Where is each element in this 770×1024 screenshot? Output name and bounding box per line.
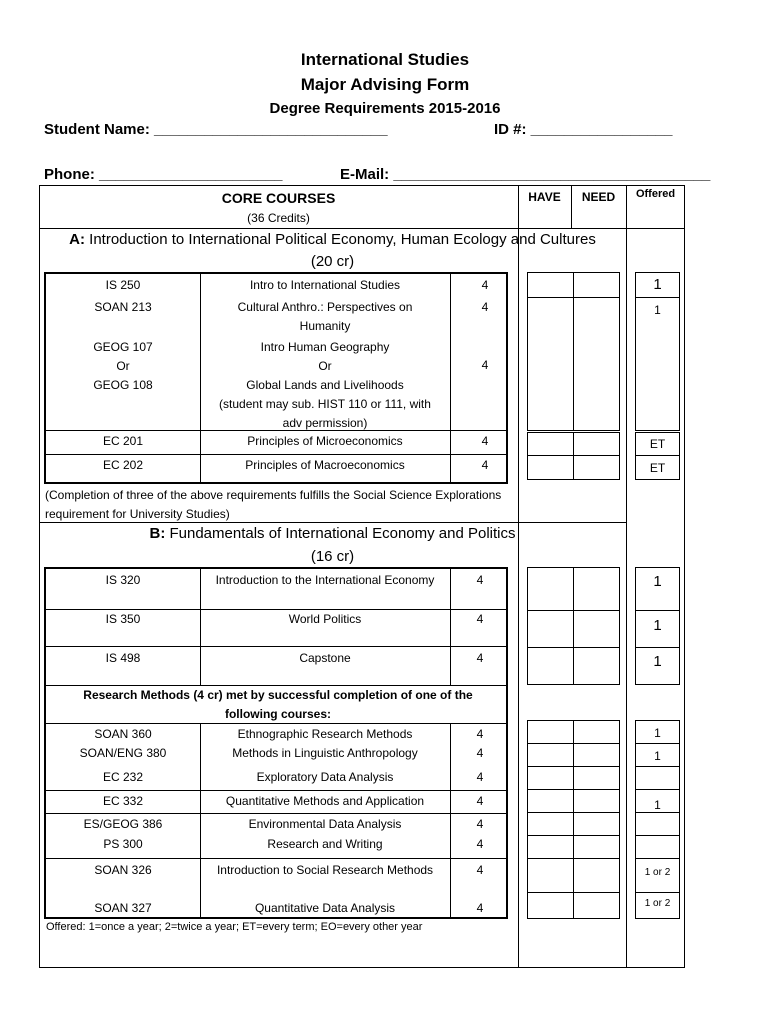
section-a-label: A: <box>69 231 85 248</box>
have-checkbox[interactable] <box>527 610 574 648</box>
have-checkbox[interactable] <box>527 789 574 813</box>
course-code: IS 498 <box>105 651 141 665</box>
need-checkbox[interactable] <box>573 766 620 790</box>
offered-value <box>635 835 680 859</box>
offered-value: 1 or 2 <box>635 892 680 919</box>
have-header: HAVE <box>528 190 561 204</box>
course-credits: 4 <box>476 901 484 915</box>
course-name: Introduction to Social Research Methods <box>216 863 434 877</box>
have-checkbox[interactable] <box>527 647 574 685</box>
course-name: Quantitative Methods and Application <box>225 794 425 808</box>
course-code: EC 201 <box>102 434 144 448</box>
section-a-title-text: Introduction to International Political Economy, Human Ecology and Cultures <box>85 231 596 248</box>
course-name: Intro Human Geography Or Global Lands and Livelihoods (student may sub. HIST 110 or 111, with adv permission) <box>219 340 431 430</box>
need-checkbox[interactable] <box>573 812 620 836</box>
have-checkbox[interactable] <box>527 766 574 790</box>
course-code: PS 300 <box>103 837 143 851</box>
course-code: SOAN 213 <box>94 300 152 314</box>
course-credits: 4 <box>476 863 484 877</box>
row-divider <box>46 790 506 791</box>
need-checkbox[interactable] <box>573 272 620 298</box>
phone-field[interactable]: Phone: ______________________ <box>44 166 283 183</box>
course-code: EC 232 <box>102 770 144 784</box>
course-code: GEOG 107 Or GEOG 108 <box>93 340 153 392</box>
course-name: Capstone <box>299 651 351 665</box>
need-checkbox[interactable] <box>573 789 620 813</box>
need-checkbox[interactable] <box>573 720 620 744</box>
row-divider <box>46 646 506 647</box>
need-checkbox[interactable] <box>573 610 620 648</box>
offered-value: ET <box>635 432 680 456</box>
offered-legend: Offered: 1=once a year; 2=twice a year; ET=every term; EO=every other year <box>46 921 423 933</box>
course-credits: 4 <box>476 837 484 851</box>
course-credits: 4 <box>476 651 484 665</box>
section-a-title <box>39 231 626 248</box>
form-title-1: International Studies <box>300 50 470 69</box>
have-checkbox[interactable] <box>527 835 574 859</box>
course-code: IS 250 <box>105 278 141 292</box>
have-checkbox[interactable] <box>527 743 574 767</box>
form-title-2: Major Advising Form <box>300 75 470 94</box>
header-row-line <box>39 228 685 229</box>
course-name: Principles of Macroeconomics <box>245 458 405 472</box>
course-code: EC 202 <box>102 458 144 472</box>
form-title-3: Degree Requirements 2015-2016 <box>269 100 501 117</box>
need-checkbox[interactable] <box>573 858 620 893</box>
course-credits: 4 <box>476 727 484 741</box>
course-code: SOAN 326 <box>94 863 152 877</box>
course-credits: 4 <box>476 573 484 587</box>
have-checkbox[interactable] <box>527 297 574 431</box>
email-field[interactable]: E-Mail: ______________________________________ <box>340 166 711 183</box>
section-a-note: (Completion of three of the above requirements fulfills the Social Science Explorations requirement for University Studies) <box>45 488 502 521</box>
have-checkbox[interactable] <box>527 432 574 456</box>
course-credits: 4 <box>476 612 484 626</box>
research-methods-heading: Research Methods (4 cr) met by successful completion of one of the following courses: <box>83 688 473 721</box>
offered-header: Offered <box>635 188 676 200</box>
course-name: Ethnographic Research Methods <box>237 727 413 741</box>
course-code: ES/GEOG 386 <box>83 817 163 831</box>
row-divider <box>46 454 506 455</box>
course-name: Research and Writing <box>267 837 383 851</box>
course-credits: 4 <box>481 358 489 372</box>
have-checkbox[interactable] <box>527 272 574 298</box>
need-checkbox[interactable] <box>573 297 620 431</box>
course-name: Intro to International Studies <box>249 278 401 292</box>
have-checkbox[interactable] <box>527 858 574 893</box>
course-credits: 4 <box>476 770 484 784</box>
offered-value: 1 <box>635 789 680 813</box>
have-checkbox[interactable] <box>527 720 574 744</box>
offered-value: 1 <box>635 567 680 611</box>
offered-value: 1 <box>635 272 680 298</box>
course-credits: 4 <box>476 817 484 831</box>
core-credits: (36 Credits) <box>247 211 310 225</box>
course-code: IS 350 <box>105 612 141 626</box>
section-b-credits: (16 cr) <box>310 548 355 565</box>
need-checkbox[interactable] <box>573 455 620 480</box>
offered-divider <box>626 185 627 968</box>
have-checkbox[interactable] <box>527 892 574 919</box>
course-credits: 4 <box>481 278 489 292</box>
need-checkbox[interactable] <box>573 892 620 919</box>
course-credits: 4 <box>481 434 489 448</box>
course-credits: 4 <box>481 458 489 472</box>
course-credits: 4 <box>476 794 484 808</box>
row-divider <box>46 858 506 859</box>
offered-value: 1 <box>635 720 680 744</box>
course-code: IS 320 <box>105 573 141 587</box>
need-checkbox[interactable] <box>573 647 620 685</box>
section-b-title <box>39 525 626 542</box>
have-checkbox[interactable] <box>527 812 574 836</box>
course-name: Introduction to the International Economy <box>215 573 435 587</box>
offered-value: 1 <box>635 297 680 431</box>
offered-value: 1 or 2 <box>635 858 680 893</box>
student-name-field[interactable]: Student Name: ____________________________ <box>44 121 388 138</box>
course-name: Cultural Anthro.: Perspectives on Humanity <box>237 300 413 333</box>
need-checkbox[interactable] <box>573 432 620 456</box>
section-b-title-text: Fundamentals of International Economy and Politics <box>165 525 516 542</box>
offered-value: 1 <box>635 743 680 767</box>
need-checkbox[interactable] <box>573 743 620 767</box>
offered-value: 1 <box>635 610 680 648</box>
need-header: NEED <box>581 190 616 204</box>
offered-value <box>635 766 680 790</box>
offered-value: 1 <box>635 647 680 685</box>
course-code: SOAN/ENG 380 <box>79 746 167 760</box>
course-name: World Politics <box>288 612 362 626</box>
section-b-label: B: <box>149 525 166 542</box>
need-checkbox[interactable] <box>573 835 620 859</box>
course-name: Environmental Data Analysis <box>248 817 402 831</box>
core-courses-heading: CORE COURSES <box>221 190 336 206</box>
row-divider <box>46 609 506 610</box>
course-code: SOAN 327 <box>94 901 152 915</box>
have-checkbox[interactable] <box>527 567 574 611</box>
course-credits: 4 <box>476 746 484 760</box>
have-checkbox[interactable] <box>527 455 574 480</box>
row-divider <box>46 813 506 814</box>
col-divider <box>200 569 201 686</box>
course-name: Principles of Microeconomics <box>247 434 403 448</box>
offered-value: ET <box>635 455 680 480</box>
offered-value <box>635 812 680 836</box>
course-credits: 4 <box>481 300 489 314</box>
need-checkbox[interactable] <box>573 567 620 611</box>
course-code: SOAN 360 <box>94 727 152 741</box>
col-divider <box>200 274 201 482</box>
course-name: Quantitative Data Analysis <box>254 901 396 915</box>
course-name: Exploratory Data Analysis <box>256 770 394 784</box>
section-a-credits: (20 cr) <box>310 253 355 270</box>
course-name: Methods in Linguistic Anthropology <box>232 746 418 760</box>
course-code: EC 332 <box>102 794 144 808</box>
id-field[interactable]: ID #: _________________ <box>494 121 673 138</box>
